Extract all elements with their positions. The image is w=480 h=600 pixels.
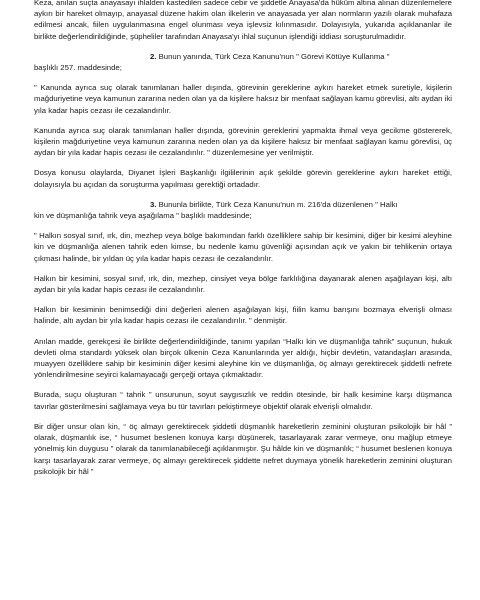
numbered-paragraph-3 [34,199,452,221]
quoted-law-paragraph: " Kanunda ayrıca suç olarak tanımlanan haller dışında, görevinin gereklerine aykırı hareket etmek suretiyle, kişilerin mağduriyetine veya kamunun zararına neden olan ya da kişilere haksız bir menfaat sağlayan kamu görevlisi, altı aydan iki yıla kadar hapis cezası ile cezalandırılır. [34,83,452,115]
paragraph: Anılan madde, gerekçesi ile birlikte değerlendirildiğinde, tanımı yapılan “Halkı kin ve düşmanlığa tahrik” suçunun, hukuk devleti olma standardı yüksek olan birçok ülkenin Ceza Kanunlarında yer aldığı, hiçbir devletin, vatandaşları arasında, muayyen özelliklere sahip bir kesiminin diğer kesimi aleyhine kin ve düşmanlığa, öç almayı gerektirecek şiddetli nefrete yönlendirilmesine seyirci kalamayacağı gerçeği ortaya çıkmaktadır. [34,336,452,380]
quoted-law-paragraph: Halkın bir kesiminin benimsediği dini değerleri alenen aşağılayan kişi, fiilin kamu barışını bozmaya elverişli olması halinde, altı aydan bir yıla kadar hapis cezası ile cezalandırılır. " denmiştir. [34,305,452,326]
paragraph: Keza, anılan suçta anayasayı ihlalden kastedilen sadece cebir ve şiddetle Anayasa'da hüküm altına alınan düzenlemelere aykırı bir hareket olmayıp, anayasal düzene hakim olan ilkelerin ve anayasada yer alan normların yazılı olarak muhafaza edilmesi ancak, fiilen uygulanmasına engel olunması veya işlevsiz kılınmasıdır. Dolayısıyla, yukarıda açıklananlar ile birlikte değerlendirildiğinde, şüpheliler tarafından Anayasa'yı ihlal suçunun işlendiği iddiası soruşturulmadıdır. [34,0,452,41]
quoted-law-paragraph: Halkın bir kesimini, sosyal sınıf, ırk, din, mezhep, cinsiyet veya bölge farklılığına dayanarak alenen aşağılayan kişi, altı aydan bir yıla kadar hapis cezası ile cezalandırılır. [34,273,452,295]
numbered-paragraph-2 [34,51,452,73]
paragraph: Burada, suçu oluşturan “ tahrik ” unsurunun, soyut saygısızlık ve reddin ötesinde, bir halk kesimine karşı düşmanca tavırlar gösterilmesini sağlamaya veya bu tür tavırları pekiştirmeye objektif olarak elverişli olmalıdır. [34,390,452,411]
paragraph-number: 3. [150,199,157,209]
paragraph: Dosya konusu olaylarda, Diyanet İşleri Başkanlığı ilgililerinin açık şekilde görevin gereklerine aykırı hareket ettiği, dolayısıyla bu açıdan da soruşturma yapılması gerektiği ortadadır. [34,168,452,189]
paragraph-continuation: kin ve düşmanlığa tahrik veya aşağılama " başlıklı maddesinde; [34,211,252,221]
paragraph-continuation: başlıklı 257. maddesinde; [34,63,122,73]
numbered-first-line [34,199,452,210]
numbered-first-line [34,51,452,62]
quoted-law-paragraph: " Halkın sosyal sınıf, ırk, din, mezhep veya bölge bakımından farklı özelliklere sahip bir kesimini, diğer bir kesimi aleyhine kin ve düşmanlığa alenen tahrik eden kimse, bu nedenle kamu güvenliği açısından açık ve yakın bir tehlikenin ortaya çıkması halinde, bir yıldan üç yıla kadar hapis cezası ile cezalandırılır. [34,231,452,263]
quoted-law-paragraph: Kanunda ayrıca suç olarak tanımlanan haller dışında, görevinin gereklerini yapmakta ihmal veya gecikme göstererek, kişilerin mağduriyetine veya kamunun zararına neden olan ya da kişilere haksız bir menfaat sağlayan kamu görevlisi, üç aydan bir yıla kadar hapis cezası ile cezalandırılır. " düzenlemesine yer verilmiştir. [34,125,452,158]
paragraph-first-line-text: Bunun yanında, Türk Ceza Kanunu'nun " Görevi Kötüye Kullanma " [156,51,390,61]
paragraph: Bir diğer unsur olan kin, “ öç almayı gerektirecek şiddetli düşmanlık hareketlerin zeminini oluşturan psikolojik bir hâl ” olarak, düşmanlık ise, “ husumet beslenen konuya karşı düşünerek, tasarlayarak zarar vermeye, onu mağlup etmeye yönelmiş kin duygusu ” olarak da tanımlanabileceği açıklanmıştır. Şu hâlde kin ve düşmanlık; “ husumet beslenen konuya karşı tasarlayarak zarar vermeye, öç almayı gerektirecek şiddette nefret duymaya yönelik hareketlerin zeminini oluşturan psikolojik bir hâl ” [34,421,452,476]
paragraph-first-line-text: Bununla birlikte, Türk Ceza Kanunu'nun m. 216'da düzenlenen " Halkı [156,199,398,209]
paragraph-number: 2. [150,51,157,61]
